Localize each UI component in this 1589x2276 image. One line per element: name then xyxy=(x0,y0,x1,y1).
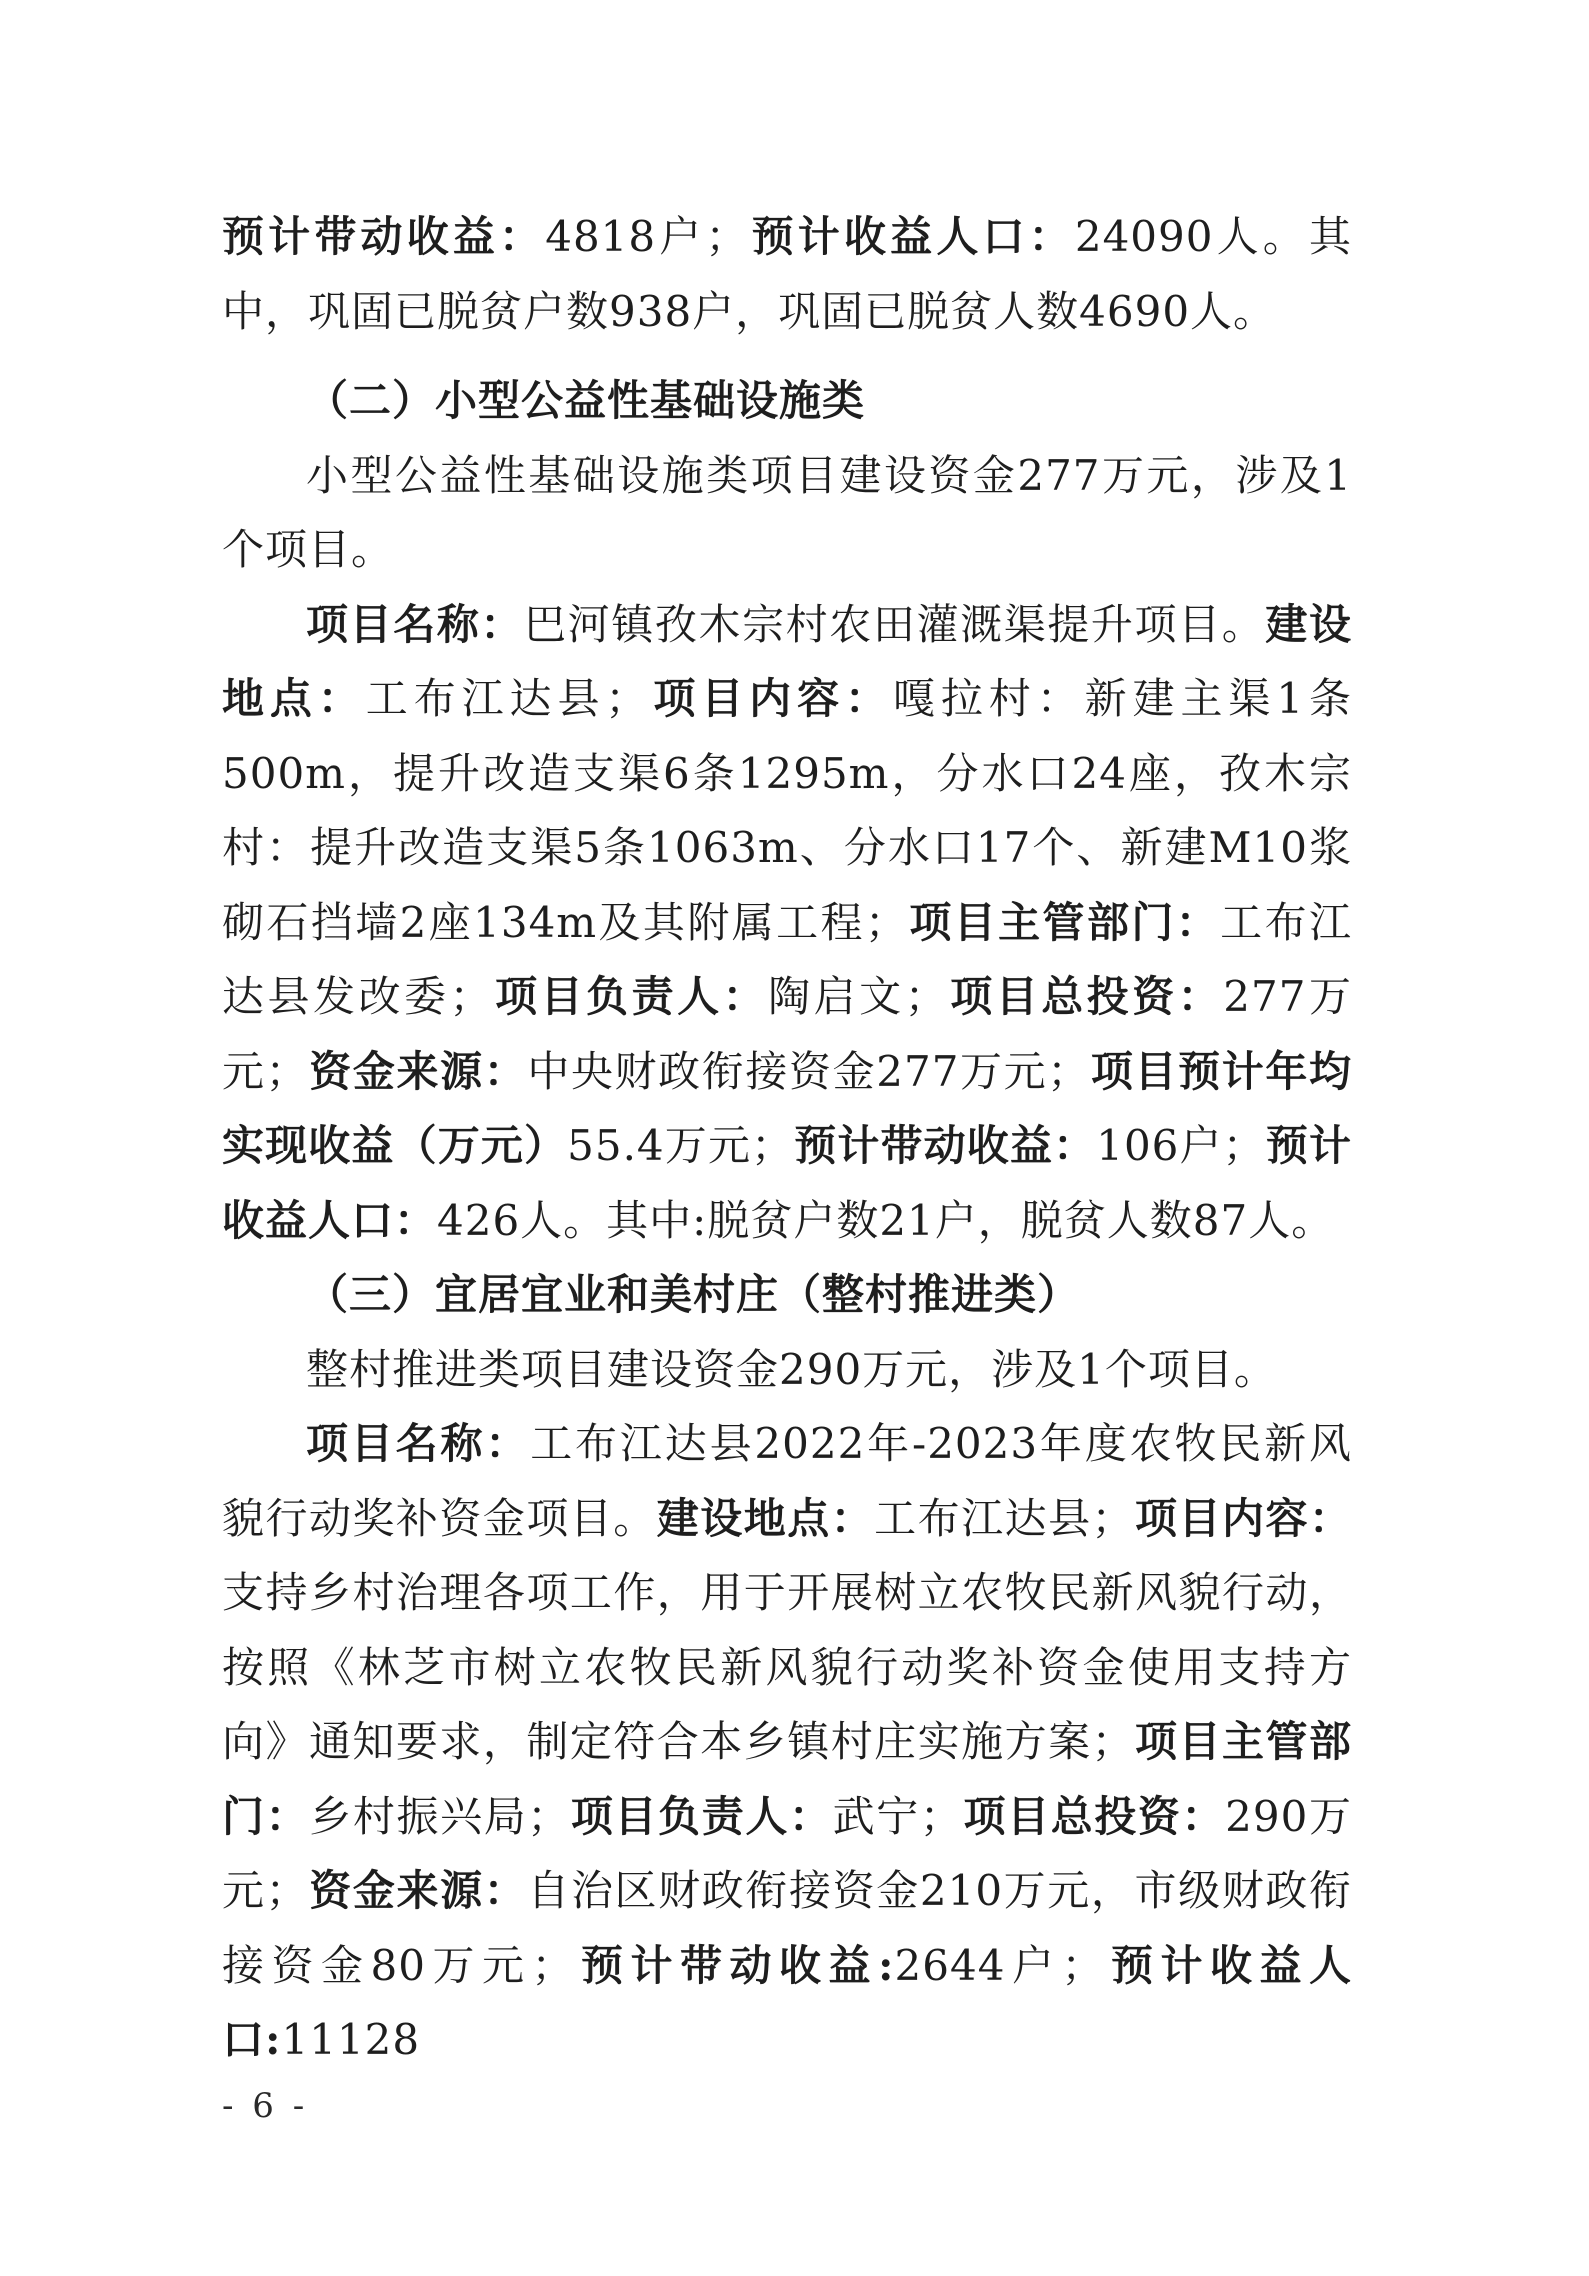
field-label: 资金来源： xyxy=(308,1866,528,1915)
section3-heading: （三）宜居宜业和美村庄（整村推进类） xyxy=(306,1270,1081,1319)
field-label: 项目内容： xyxy=(648,674,893,723)
section3-summary: 整村推进类项目建设资金290万元，涉及1个项目。 xyxy=(306,1344,1277,1394)
field-label: 建设地点： xyxy=(222,599,1352,723)
field-label: 预计带动收益: xyxy=(574,1940,895,1990)
section2-heading: （二）小型公益性基础设施类 xyxy=(306,376,866,425)
field-value: 武宁； xyxy=(832,1791,963,1841)
field-value: 11128 xyxy=(281,2015,421,2064)
section3-detail-paragraph xyxy=(222,1407,1352,2078)
field-label: 资金来源： xyxy=(308,1046,528,1096)
field-label: 项目负责人： xyxy=(492,972,769,1021)
field-label: 预计收益人口: xyxy=(222,1940,1352,2064)
field-label: 项目主管部门： xyxy=(222,1717,1352,1841)
field-value: 4818户； xyxy=(545,212,749,261)
field-label: 建设地点： xyxy=(656,1493,875,1543)
field-value: 55.4万元； xyxy=(567,1121,795,1170)
field-label: 预计收益人口： xyxy=(222,1121,1352,1245)
field-value: 自治区财政衔接资金210万元，市级财政衔接资金80万元； xyxy=(222,1866,1352,1990)
field-value: 工布江达县2022年-2023年度农牧民新风貌行动奖补资金项目。 xyxy=(222,1419,1352,1543)
field-label: 项目主管部门： xyxy=(907,897,1221,947)
field-label: 项目总投资： xyxy=(962,1791,1226,1841)
section2-summary: 小型公益性基础设施类项目建设资金277万元，涉及1个项目。 xyxy=(222,450,1352,574)
field-value: 工布江达县发改委； xyxy=(222,897,1352,1021)
section1-tail-block xyxy=(222,200,1352,349)
field-label: 项目负责人： xyxy=(570,1791,833,1841)
field-value: 嘎拉村：新建主渠1条500m，提升改造支渠6条1295m，分水口24座，孜木宗村：提升改造支渠5条1063m、分水口17个、新建M10浆砌石挡墙2座134m及其附属工程； xyxy=(222,674,1352,947)
field-value: 支持乡村治理各项工作，用于开展树立农牧民新风貌行动，按照《林芝市树立农牧民新风貌行动奖补资金使用支持方向》通知要求，制定符合本乡镇村庄实施方案； xyxy=(222,1568,1352,1766)
field-label: 预计带动收益： xyxy=(222,212,546,261)
field-value: 24090人。其中，巩固已脱贫户数938户，巩固已脱贫人数4690人。 xyxy=(222,212,1352,336)
field-label: 项目名称： xyxy=(306,599,525,649)
section2-detail-paragraph xyxy=(222,588,1352,1259)
page-number: - 6 - xyxy=(222,2086,309,2126)
field-value: 277万元； xyxy=(222,972,1352,1096)
field-label: 项目预计年均实现收益（万元） xyxy=(222,1046,1352,1170)
field-value: 106户； xyxy=(1096,1121,1266,1170)
field-value: 工布江达县； xyxy=(874,1493,1135,1543)
section2-block xyxy=(222,364,1352,1258)
field-value: 陶启文； xyxy=(768,972,948,1021)
field-label: 项目名称： xyxy=(306,1419,531,1468)
field-value: 工布江达县； xyxy=(365,674,649,723)
section1-tail-paragraph xyxy=(222,200,1352,349)
field-label: 项目总投资： xyxy=(947,972,1224,1021)
field-value: 290万元； xyxy=(222,1791,1352,1915)
field-value: 中央财政衔接资金277万元； xyxy=(527,1046,1091,1096)
field-value: 2644户； xyxy=(894,1940,1105,1990)
field-label: 预计收益人口： xyxy=(748,212,1075,261)
field-value: 426人。其中:脱贫户数21户，脱贫人数87人。 xyxy=(437,1195,1335,1245)
section3-block xyxy=(222,1258,1352,2078)
field-label: 预计带动收益： xyxy=(794,1121,1097,1170)
field-label: 项目内容： xyxy=(1134,1493,1352,1543)
field-value: 乡村振兴局； xyxy=(309,1791,571,1841)
field-value: 巴河镇孜木宗村农田灌溉渠提升项目。 xyxy=(524,599,1266,649)
